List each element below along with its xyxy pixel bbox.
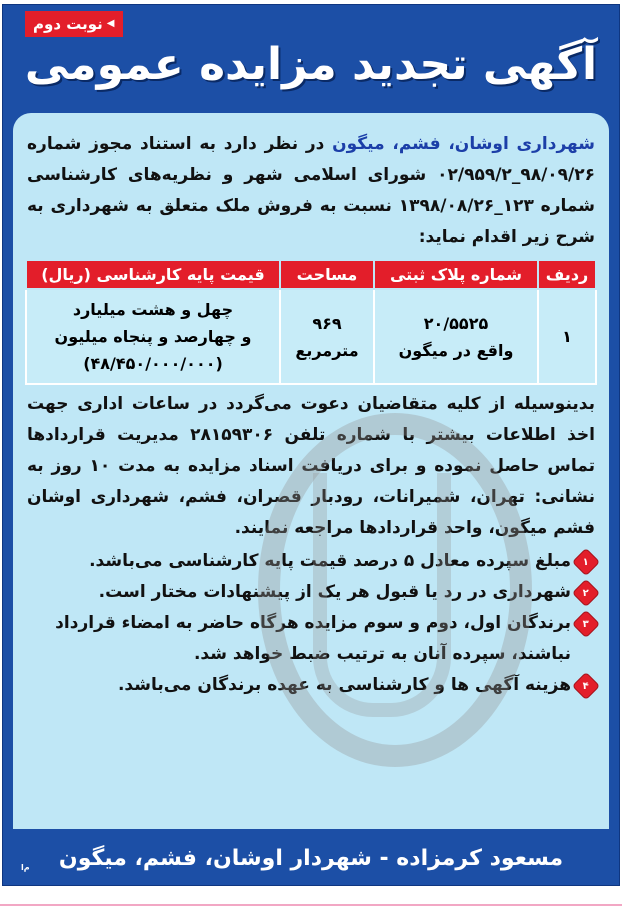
table-row bbox=[26, 289, 596, 384]
cell-plate bbox=[374, 289, 538, 384]
header-row-no: ردیف bbox=[538, 260, 596, 289]
body-paragraph: بدینوسیله از کلیه متقاضیان دعوت می‌گردد در ساعات اداری جهت اخذ اطلاعات بیشتر با شماره تلفن ۲۸۱۵۹۳۰۶ مدیریت قراردادها تماس حاصل نموده و برای دریافت اسناد مزایده به مدت ۱۰ روز به نشانی: تهران، شمیرانات، رودبار قصران، فشم، شهرداری اوشان فشم میگون، واحد قراردادها مراجعه نمایند. bbox=[27, 394, 595, 538]
area-unit: مترمربع bbox=[295, 340, 359, 360]
condition-item bbox=[27, 546, 595, 577]
divider bbox=[0, 904, 622, 906]
header-plate: شماره پلاک ثبتی bbox=[374, 260, 538, 289]
condition-text: شهرداری در رد یا قبول هر یک از پیشنهادات مختار است. bbox=[98, 582, 571, 602]
condition-item bbox=[27, 608, 595, 670]
condition-text: هزینه آگهی ها و کارشناسی به عهده برندگان می‌باشد. bbox=[117, 675, 571, 695]
diamond-number-icon: ۴ bbox=[573, 673, 598, 698]
condition-item bbox=[27, 577, 595, 608]
conditions-list bbox=[13, 546, 609, 701]
condition-item bbox=[27, 670, 595, 701]
intro-text: در نظر دارد به استناد مجوز شماره ۹۸/۰۹/۲۶_۰۲/۹۵۹/۲ شورای اسلامی شهر و نظریه‌های کارشناسی شماره ۱۲۳_۱۳۹۸/۰۸/۲۶ نسبت به فروش ملک متعلق به شهرداری به شرح زیر اقدام نماید: bbox=[27, 134, 596, 247]
cell-price bbox=[26, 289, 280, 384]
content-panel bbox=[13, 113, 609, 829]
round-badge-label: نوبت دوم bbox=[33, 15, 103, 33]
ad-frame bbox=[2, 4, 620, 886]
header-price: قیمت پایه کارشناسی (ریال) bbox=[26, 260, 280, 289]
table-header-row bbox=[26, 260, 596, 289]
intro-paragraph bbox=[13, 129, 609, 253]
diamond-number-icon: ۱ bbox=[573, 549, 598, 574]
ad-title: آگهی تجدید مزایده عمومی bbox=[24, 39, 598, 90]
signature-footer: مسعود کرمزاده - شهردار اوشان، فشم، میگون bbox=[58, 846, 564, 871]
triangle-left-icon: ◀ bbox=[106, 18, 115, 29]
plate-location: واقع در میگون bbox=[398, 340, 514, 360]
cell-row-no: ۱ bbox=[538, 289, 596, 384]
condition-text: مبلغ سپرده معادل ۵ درصد قیمت پایه کارشناسی می‌باشد. bbox=[89, 551, 571, 571]
plate-number: ۲۰/۵۵۲۵ bbox=[423, 313, 489, 333]
municipality-name: شهرداری اوشان، فشم، میگون bbox=[332, 134, 595, 154]
area-value: ۹۶۹ bbox=[312, 313, 342, 333]
diamond-number-icon: ۳ bbox=[573, 611, 598, 636]
cell-area bbox=[280, 289, 374, 384]
diamond-number-icon: ۲ bbox=[573, 580, 598, 605]
condition-text: برندگان اول، دوم و سوم مزایده هرگاه حاضر به امضاء قرارداد نباشند، سپرده آنان به ترتیب ضبط خواهد شد. bbox=[55, 613, 571, 664]
price-digits: (۴۸/۴۵۰/۰۰۰/۰۰۰) bbox=[83, 354, 223, 373]
price-words-1: چهل و هشت میلیارد bbox=[72, 300, 234, 319]
property-table bbox=[25, 259, 597, 385]
header-area: مساحت bbox=[280, 260, 374, 289]
price-words-2: و چهارصد و پنجاه میلیون bbox=[54, 327, 252, 346]
publisher-stamp: م‌ا bbox=[21, 863, 30, 872]
